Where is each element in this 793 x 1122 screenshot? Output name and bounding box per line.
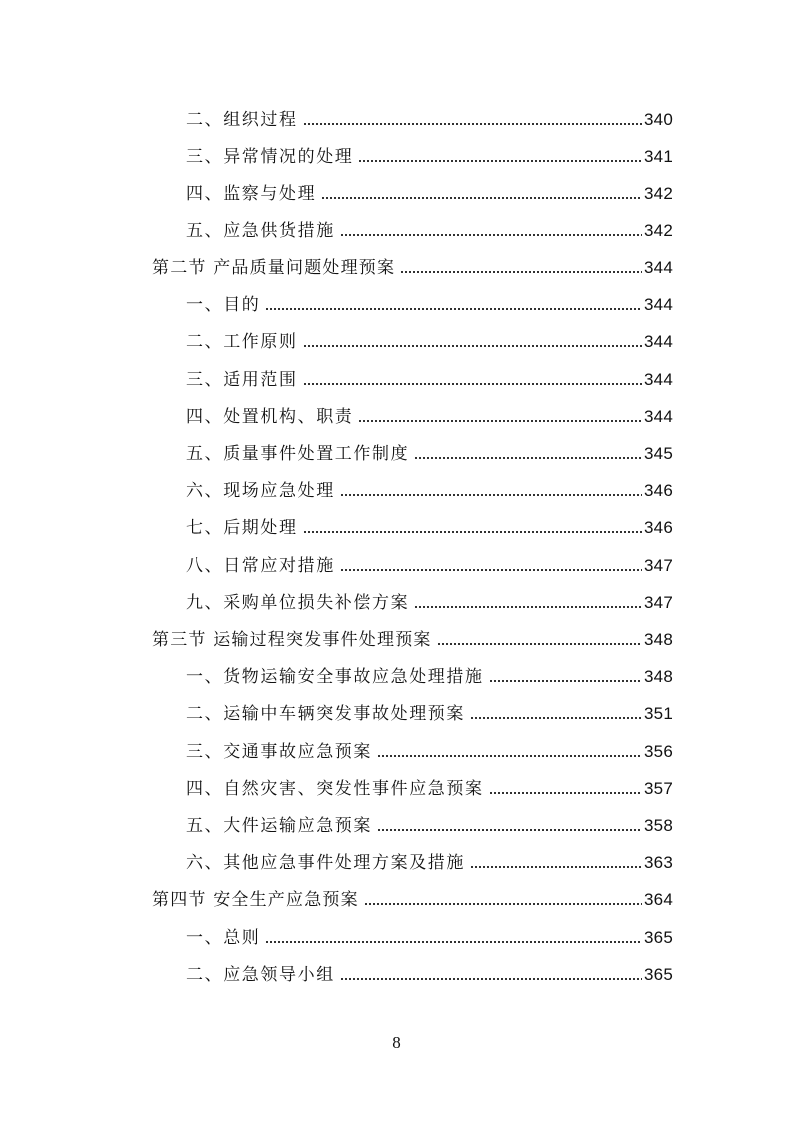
toc-entry-label: 一、目的 [186,295,261,315]
toc-entry-label: 三、异常情况的处理 [186,147,354,167]
toc-entry-page: 357 [644,779,673,798]
toc-entry[interactable] [186,547,673,577]
toc-entry-label: 二、组织过程 [186,110,298,130]
toc-entry[interactable] [186,584,673,614]
toc-entry-label: 第三节 运输过程突发事件处理预案 [152,630,432,650]
dot-leader [303,123,642,125]
dot-leader [340,569,642,571]
toc-entry[interactable] [186,733,673,763]
dot-leader [303,383,642,385]
toc-section-entry[interactable] [152,249,673,279]
dot-leader [470,717,642,719]
dot-leader [377,755,642,757]
toc-entry[interactable] [186,844,673,874]
toc-section-entry[interactable] [152,621,673,651]
toc-entry-page: 348 [644,667,673,686]
dot-leader [470,866,642,868]
dot-leader [340,234,642,236]
dot-leader [358,160,642,162]
toc-entry[interactable] [186,435,673,465]
toc-entry-page: 344 [644,295,673,314]
toc-entry-page: 365 [644,928,673,947]
toc-entry-page: 345 [644,444,673,463]
toc-entry-page: 344 [644,370,673,389]
toc-entry-label: 三、交通事故应急预案 [186,742,372,762]
toc-entry-label: 三、适用范围 [186,370,298,390]
toc-entry-page: 344 [644,258,673,277]
toc-entry-page: 344 [644,407,673,426]
toc-entry-page: 347 [644,593,673,612]
toc-entry[interactable] [186,919,673,949]
toc-entry-label: 六、现场应急处理 [186,481,335,501]
toc-entry-page: 356 [644,742,673,761]
dot-leader [265,308,642,310]
toc-entry-page: 351 [644,704,673,723]
toc-entry[interactable] [186,101,673,131]
toc-entry[interactable] [186,138,673,168]
dot-leader [414,457,642,459]
toc-entry-page: 364 [644,890,673,909]
toc-entry-page: 358 [644,816,673,835]
toc-entry-label: 八、日常应对措施 [186,556,335,576]
toc-entry-label: 二、应急领导小组 [186,965,335,985]
toc-entry-label: 四、处置机构、职责 [186,407,354,427]
toc-entry-label: 二、运输中车辆突发事故处理预案 [186,704,465,724]
toc-entry-label: 第二节 产品质量问题处理预案 [152,258,396,278]
toc-entry-label: 四、自然灾害、突发性事件应急预案 [186,779,484,799]
toc-entry-page: 342 [644,184,673,203]
toc-entry-label: 一、总则 [186,928,261,948]
dot-leader [414,606,642,608]
toc-entry-label: 第四节 安全生产应急预案 [152,890,359,910]
dot-leader [437,643,642,645]
toc-section-entry[interactable] [152,881,673,911]
toc-entry[interactable] [186,770,673,800]
dot-leader [340,978,642,980]
toc-entry[interactable] [186,175,673,205]
dot-leader [489,680,642,682]
toc-entry[interactable] [186,361,673,391]
toc-entry[interactable] [186,398,673,428]
toc-entry-page: 365 [644,965,673,984]
toc-entry-page: 346 [644,518,673,537]
toc-entry[interactable] [186,212,673,242]
toc-entry-label: 二、工作原则 [186,332,298,352]
toc-entry-page: 341 [644,147,673,166]
toc-entry-page: 344 [644,332,673,351]
dot-leader [364,903,642,905]
toc-entry-page: 348 [644,630,673,649]
toc-entry-label: 四、监察与处理 [186,184,317,204]
toc-entry-page: 363 [644,853,673,872]
toc-entry[interactable] [186,956,673,986]
dot-leader [303,345,642,347]
toc-entry[interactable] [186,509,673,539]
toc-entry-label: 九、采购单位损失补偿方案 [186,593,410,613]
toc-entry-page: 346 [644,481,673,500]
dot-leader [265,941,642,943]
toc-entry-label: 五、大件运输应急预案 [186,816,372,836]
dot-leader [358,420,642,422]
toc-entry[interactable] [186,472,673,502]
toc-entry[interactable] [186,323,673,353]
toc-entry-label: 一、货物运输安全事故应急处理措施 [186,667,484,687]
toc-entry-page: 342 [644,221,673,240]
toc-entry-label: 五、应急供货措施 [186,221,335,241]
toc-entry-label: 五、质量事件处置工作制度 [186,444,410,464]
toc-entry-page: 347 [644,556,673,575]
dot-leader [489,792,642,794]
toc-entry-label: 七、后期处理 [186,518,298,538]
toc-entry[interactable] [186,807,673,837]
toc-entry-page: 340 [644,110,673,129]
toc-entry-label: 六、其他应急事件处理方案及措施 [186,853,465,873]
dot-leader [400,271,642,273]
dot-leader [321,197,642,199]
toc-entry[interactable] [186,658,673,688]
toc-entry[interactable] [186,695,673,725]
dot-leader [303,531,642,533]
dot-leader [377,829,642,831]
toc-entry[interactable] [186,286,673,316]
page-number: 8 [392,1033,401,1052]
dot-leader [340,494,642,496]
